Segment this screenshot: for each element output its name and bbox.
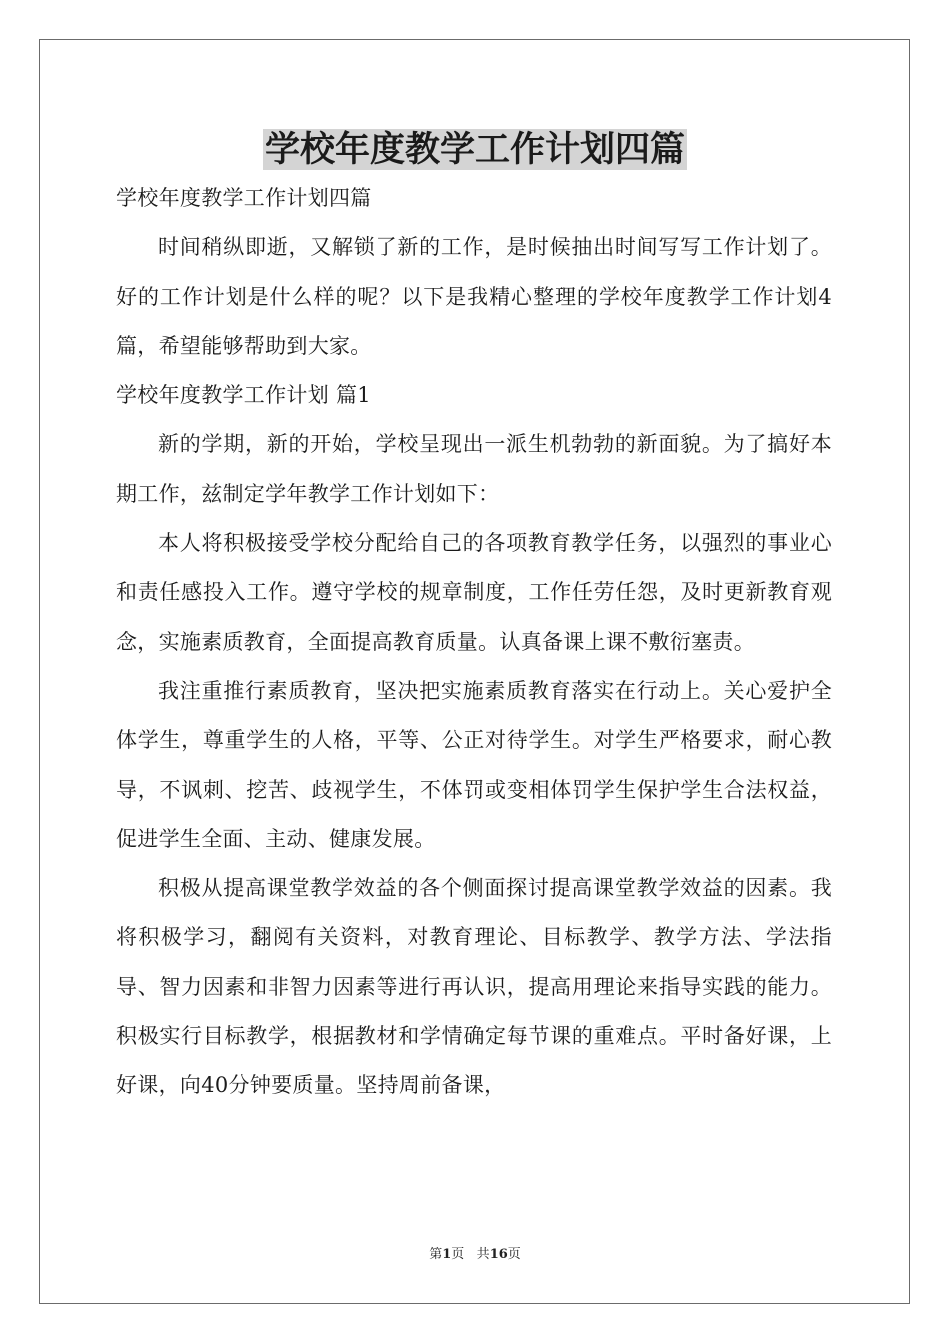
body-paragraph: 时间稍纵即逝，又解锁了新的工作，是时候抽出时间写写工作计划了。好的工作计划是什么样的呢？以下是我精心整理的学校年度教学工作计划4篇，希望能够帮助到大家。 (116, 235, 832, 358)
body-paragraph: 积极从提高课堂教学效益的各个侧面探讨提高课堂教学效益的因素。我将积极学习，翻阅有关资料，对教育理论、目标教学、教学方法、学法指导、智力因素和非智力因素等进行再认识，提高用理论来指导实践的能力。积极实行目标教学，根据教材和学情确定每节课的重难点。平时备好课，上好课，向40分钟要质量。坚持周前备课， (116, 876, 832, 1098)
total-page-count: 16 (489, 1247, 508, 1262)
body-paragraph: 本人将积极接受学校分配给自己的各项教育教学任务，以强烈的事业心和责任感投入工作。遵守学校的规章制度，工作任劳任怨，及时更新教育观念，实施素质教育，全面提高教育质量。认真备课上课不敷衍塞责。 (116, 531, 832, 654)
footer-page-unit: 页 (451, 1247, 465, 1262)
page-footer (0, 1246, 950, 1264)
footer-total-unit: 页 (507, 1247, 521, 1262)
section-heading: 学校年度教学工作计划 篇1 (116, 383, 371, 408)
document-title-text: 学校年度教学工作计划四篇 (264, 129, 685, 170)
body-paragraph: 新的学期，新的开始，学校呈现出一派生机勃勃的新面貌。为了搞好本期工作，兹制定学年教学工作计划如下： (116, 432, 832, 506)
section-heading: 学校年度教学工作计划四篇 (116, 186, 372, 210)
document-body (116, 174, 832, 1111)
current-page-number: 1 (442, 1247, 452, 1262)
footer-total-prefix: 共 (476, 1247, 490, 1262)
footer-prefix: 第 (429, 1247, 443, 1262)
body-paragraph: 我注重推行素质教育，坚决把实施素质教育落实在行动上。关心爱护全体学生，尊重学生的人格，平等、公正对待学生。对学生严格要求，耐心教导，不讽刺、挖苦、歧视学生，不体罚或变相体罚学生保护学生合法权益，促进学生全面、主动、健康发展。 (116, 678, 832, 851)
document-title (0, 124, 950, 176)
